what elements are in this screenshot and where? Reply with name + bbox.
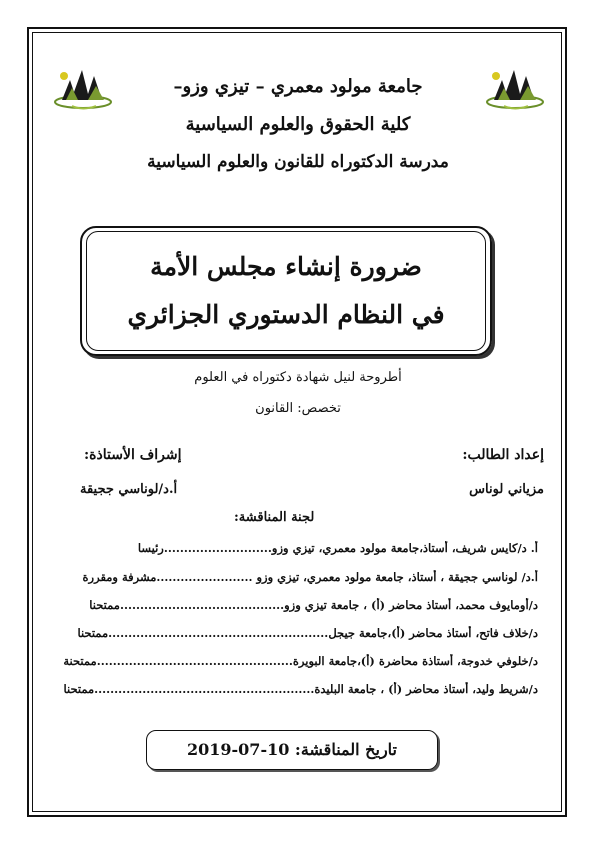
committee-member: د/شريط وليد، أستاذ محاضر (أ) ، جامعة البليدة.......................................................ممتحنا <box>63 682 538 696</box>
doctoral-school-name: مدرسة الدكتوراه للقانون والعلوم السياسية <box>147 152 449 172</box>
defense-date: تاريخ المناقشة: 10-07-2019 <box>187 740 397 759</box>
committee-member: د/خلوفي خدوجة، أستاذة محاضرة (أ)،جامعة البويرة.................................................ممتحنة <box>63 654 538 668</box>
committee-member: أ. د/كايس شريف، أستاذ،جامعة مولود معمري، تيزي وزو...........................رئيسا <box>137 541 538 555</box>
thesis-title-line-2: في النظام الدستوري الجزائري <box>127 300 445 329</box>
committee-title: لجنة المناقشة: <box>234 510 315 525</box>
university-name: جامعة مولود معمري – تيزي وزو– <box>173 76 423 97</box>
supervisor-label: إشراف الأستاذة: <box>84 447 182 463</box>
committee-member: د/خلاف فاتح، أستاذ محاضر (أ)،جامعة جيجل.......................................................ممتحنا <box>77 626 538 640</box>
thesis-title-line-1: ضرورة إنشاء مجلس الأمة <box>150 252 422 281</box>
supervisor-name: أ.د/لوناسي ججيقة <box>80 482 178 497</box>
committee-member: د/أومايوف محمد، أستاذ محاضر (أ) ، جامعة تيزي وزو.........................................ممتحنا <box>89 598 538 612</box>
title-box-inner <box>86 231 486 351</box>
committee-member: أ.د/ لوناسي ججيقة ، أستاذ، جامعة مولود معمري، تيزي وزو ........................مشرفة ومقررة <box>82 570 538 584</box>
student-name: مزياني لوناس <box>469 482 544 497</box>
specialty-text: تخصص: القانون <box>255 401 341 416</box>
prepared-by-label: إعداد الطالب: <box>462 447 544 463</box>
degree-text: أطروحة لنيل شهادة دكتوراه في العلوم <box>194 370 402 385</box>
faculty-name: كلية الحقوق والعلوم السياسية <box>185 114 411 135</box>
